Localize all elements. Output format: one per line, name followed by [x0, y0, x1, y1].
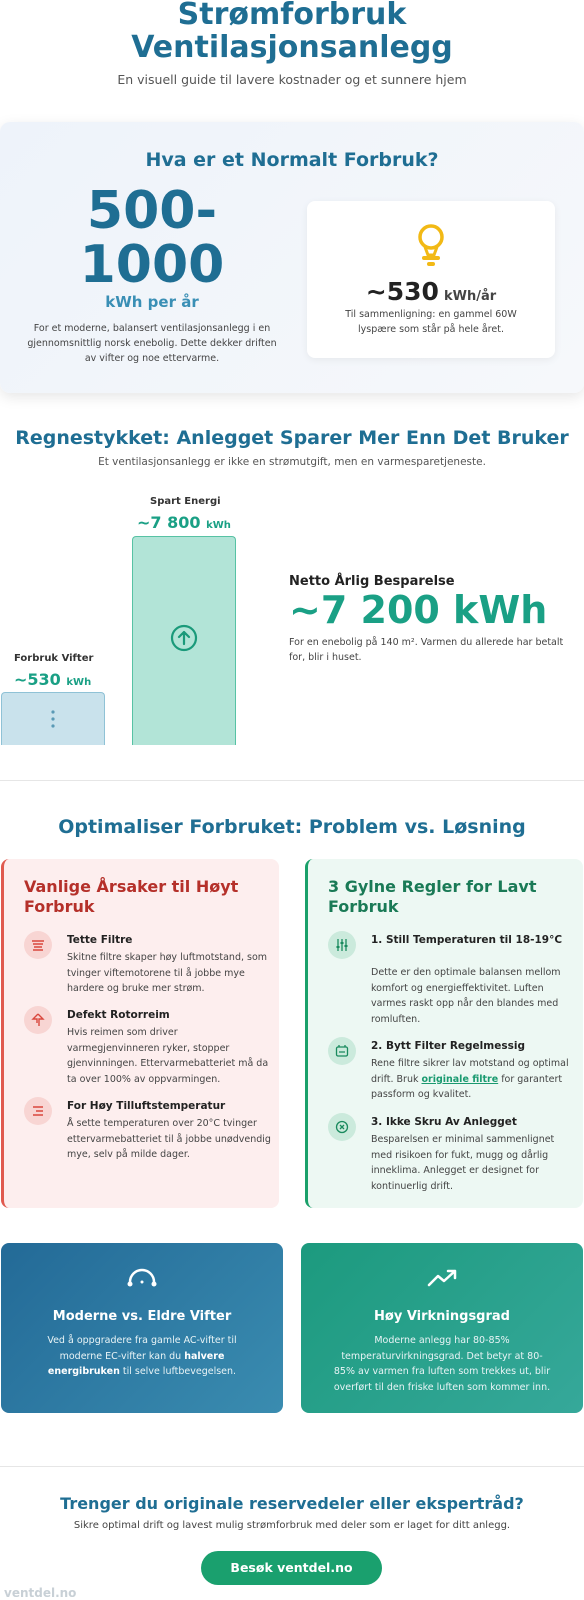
filter-box-icon [328, 1037, 356, 1065]
bar-saved [132, 536, 236, 745]
fans-emphasis: halvere energibruken [47, 1350, 225, 1377]
solution-text: Besparelsen er minimal sammenlignet med risikoen for fukt, mugg og dårlig inneklima. Anlegget er designet for kontinuerlig drift. [371, 1134, 555, 1192]
bar-saved-value [137, 513, 231, 532]
broken-belt-icon [24, 1006, 52, 1034]
fans-text-before: Ved å oppgradere fra gamle AC-vifter til moderne EC-vifter kan du [47, 1335, 237, 1362]
problem-title: For Høy Tilluftstemperatur [67, 1100, 226, 1112]
problem-text: Å sette temperaturen over 20°C tvinger ettervarmebatteriet til å jobbe unødvendig mye, selv på milde dager. [67, 1118, 271, 1160]
page-subtitle: En visuell guide til lavere kostnader og et sunnere hjem [117, 72, 467, 87]
comparison-unit: kWh/år [444, 289, 497, 304]
solution-title: 1. Still Temperaturen til 18-19°C [371, 934, 563, 946]
problem-text: Hvis reimen som driver varmegjenvinneren ryker, stopper gjenvinningen. Ettervarmebatteriet må da ta over 100% av oppvarmingen. [67, 1027, 269, 1085]
solution-title: 3. Ikke Skru Av Anlegget [371, 1116, 517, 1128]
solution-title: 2. Bytt Filter Regelmessig [371, 1040, 525, 1052]
heat-icon [24, 1097, 52, 1125]
net-savings-title: Netto Årlig Besparelse [289, 574, 455, 589]
original-filters-link[interactable]: originale filtre [421, 1073, 499, 1085]
bar-saved-unit: kWh [206, 520, 231, 531]
range-low: 500- [86, 181, 218, 241]
problems-title: Vanlige Årsaker til Høyt Forbruk [24, 877, 239, 916]
solution-text: Dette er den optimale balansen mellom komfort og energieffektivitet. Luften varmes raskt opp når den blandes med romluften. [371, 967, 561, 1025]
solution-text-before: Rene filtre sikrer lav motstand og optimal drift. Bruk [371, 1058, 569, 1085]
net-savings-value: ~7 200 kWh [289, 588, 548, 632]
section-divider [0, 780, 584, 781]
sliders-icon [328, 931, 356, 959]
fans-text [31, 1333, 253, 1380]
cta-subtitle: Sikre optimal drift og lavest mulig strømforbruk med deler som er laget for ditt anlegg. [73, 1520, 511, 1531]
normal-consumption-section [0, 122, 584, 393]
efficiency-title: Høy Virkningsgrad [374, 1309, 510, 1324]
solution-text-after: for garantert passform og kvalitet. [371, 1073, 563, 1100]
problems-panel [1, 859, 279, 1208]
consumption-range [72, 181, 232, 295]
comparison-card [307, 201, 555, 358]
problem-title: Defekt Rotorreim [67, 1009, 170, 1021]
arrow-up-circle-icon [169, 623, 199, 653]
watermark: ventdel.no [4, 1586, 77, 1600]
efficiency-card [301, 1243, 583, 1413]
bar-consumption-label: Forbruk Vifter [14, 653, 94, 664]
section-divider [0, 1466, 584, 1467]
fans-card [1, 1243, 283, 1413]
cta-heading: Trenger du originale reservedeler eller ekspertråd? [60, 1494, 524, 1513]
fans-title: Moderne vs. Eldre Vifter [52, 1309, 232, 1324]
no-power-off-icon [328, 1113, 356, 1141]
comparison-value [307, 277, 555, 306]
range-description: For et moderne, balansert ventilasjonsanlegg i en gjennomsnittlig norsk enebolig. Dette dekker driften av vifter og noe ettervarme. [27, 323, 277, 364]
fan-icon [126, 1267, 158, 1289]
optimize-heading: Optimaliser Forbruket: Problem vs. Løsning [58, 816, 526, 838]
problem-text: Skitne filtre skaper høy luftmotstand, som tvinger viftemotorene til å jobbe mye hardere og bruke mer strøm. [67, 952, 268, 994]
page-title-line1: Strømforbruk [177, 0, 407, 32]
trend-up-icon [426, 1267, 458, 1289]
net-savings-description: For en enebolig på 140 m². Varmen du allerede har betalt for, blir i huset. [289, 637, 564, 663]
bar-saved-number: ~7 800 [137, 513, 201, 532]
bar-consumption-value [14, 670, 91, 689]
solution-text [371, 1056, 576, 1103]
calculation-heading: Regnestykket: Anlegget Sparer Mer Enn Det Bruker [15, 427, 569, 449]
comparison-number: ~530 [365, 277, 439, 306]
bar-consumption-number: ~530 [14, 670, 61, 689]
fans-text-after: til selve luftbevegelsen. [119, 1366, 237, 1377]
calculation-subtitle: Et ventilasjonsanlegg er ikke en strømutgift, men en varmesparetjeneste. [98, 456, 486, 468]
solutions-title: 3 Gylne Regler for Lavt Forbruk [328, 877, 537, 916]
normal-heading: Hva er et Normalt Forbruk? [145, 149, 439, 171]
bar-saved-label: Spart Energi [150, 496, 221, 507]
efficiency-text: Moderne anlegg har 80-85% temperaturvirkningsgrad. Det betyr at 80-85% av varmen fra luften som trekkes ut, blir overført til den friske luften som kommer inn. [333, 1335, 551, 1393]
bar-consumption [1, 692, 105, 745]
range-unit: kWh per år [105, 293, 199, 311]
visit-ventdel-button[interactable]: Besøk ventdel.no [201, 1551, 382, 1585]
dots-icon [49, 709, 57, 729]
lightbulb-icon [414, 223, 448, 269]
page-header [0, 0, 584, 87]
solutions-panel [305, 859, 583, 1208]
filter-icon [24, 931, 52, 959]
problem-title: Tette Filtre [67, 934, 133, 946]
page-title-line2: Ventilasjonsanlegg [131, 30, 453, 65]
range-high: 1000 [79, 235, 225, 295]
page-title [0, 0, 584, 64]
comparison-description: Til sammenligning: en gammel 60W lyspære som står på hele året. [345, 309, 517, 335]
bar-consumption-unit: kWh [66, 677, 92, 688]
